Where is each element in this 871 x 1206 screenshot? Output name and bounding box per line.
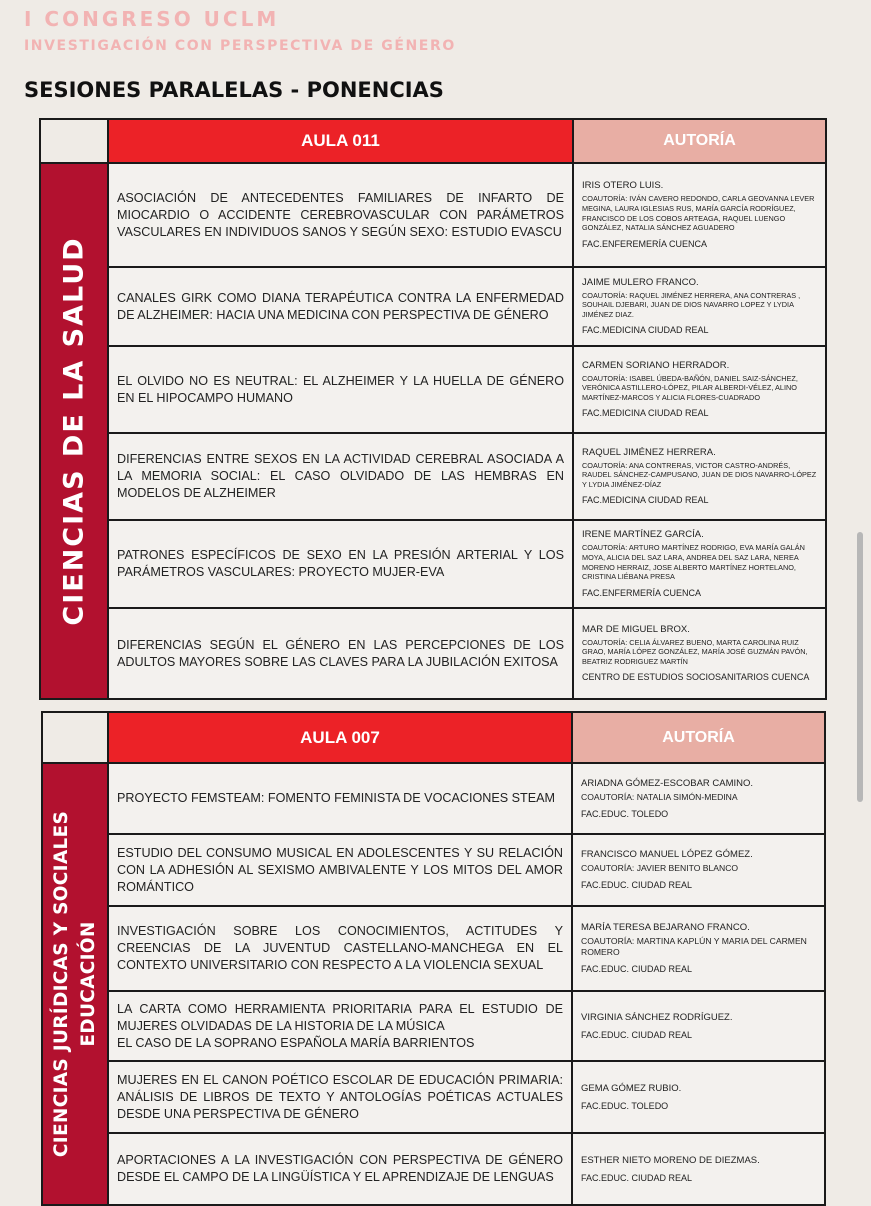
author-name: FRANCISCO MANUEL LÓPEZ GÓMEZ. (581, 849, 753, 860)
coauthors: COAUTORÍA: ANA CONTRERAS, VICTOR CASTRO-ANDRÉS, RAUDEL SÁNCHEZ-CAMPUSANO, JUAN DE DIOS NAVARRO-LÓPEZ Y LYDIA JIMÉNEZ-DÍAZ (582, 460, 817, 489)
author-name: RAQUEL JIMÉNEZ HERRERA. (582, 446, 716, 458)
author-name: ARIADNA GÓMEZ-ESCOBAR CAMINO. (581, 777, 754, 789)
paper-authorship (572, 1061, 825, 1133)
faculty: CENTRO DE ESTUDIOS SOCIOSANITARIOS CUENCA (582, 672, 810, 683)
paper-title: MUJERES EN EL CANON POÉTICO ESCOLAR DE EDUCACIÓN PRIMARIA: ANÁLISIS DE LIBROS DE TEXTO Y ANTOLOGÍAS POÉTICAS ACTUALES DESDE UNA PERSPECTIVA DE GÉNERO (108, 1061, 572, 1133)
authorship-header: AUTORÍA (572, 712, 825, 763)
congress-title: I CONGRESO UCLM (24, 7, 280, 31)
paper-authorship (572, 991, 825, 1061)
paper-authorship (573, 433, 826, 520)
coauthors: COAUTORÍA: IVÁN CAVERO REDONDO, CARLA GEOVANNA LEVER MEGINA, LAURA IGLESIAS RUS, MARÍA GARCÍA RODRÍGUEZ, FRANCISCO DE LOS COBOS ARTEAGA, RAQUEL LUENGO GONZÁLEZ, NATALIA SÁNCHEZ AGUADERO (582, 194, 815, 233)
area-label-line: CIENCIAS JURÍDICAS Y SOCIALES (51, 810, 72, 1158)
coauthors: COAUTORÍA: JAVIER BENITO BLANCO (581, 863, 739, 873)
table-corner (42, 712, 108, 763)
faculty: FAC.ENFERMERÍA CUENCA (582, 587, 702, 598)
author-name: VIRGINIA SÁNCHEZ RODRÍGUEZ. (581, 1011, 733, 1023)
faculty: FAC.MEDICINA CIUDAD REAL (582, 408, 709, 419)
coauthors: COAUTORÍA: NATALIA SIMÓN-MEDINA (581, 791, 738, 802)
paper-title: CANALES GIRK COMO DIANA TERAPÉUTICA CONTRA LA ENFERMEDAD DE ALZHEIMER: HACIA UNA MEDICINA CON PERSPECTIVA DE GÉNERO (108, 267, 573, 346)
paper-authorship (573, 346, 826, 433)
room-header: AULA 011 (108, 119, 573, 163)
paper-title: APORTACIONES A LA INVESTIGACIÓN CON PERSPECTIVA DE GÉNERO DESDE EL CAMPO DE LA LINGÜÍSTICA Y EL APRENDIZAJE DE LENGUAS (108, 1133, 572, 1205)
authorship-header: AUTORÍA (573, 119, 826, 163)
paper-authorship (572, 1133, 825, 1205)
faculty: FAC.EDUC. CIUDAD REAL (581, 880, 693, 890)
faculty: FAC.EDUC. CIUDAD REAL (581, 1172, 693, 1183)
page-title: SESIONES PARALELAS - PONENCIAS (24, 78, 444, 102)
paper-title: PATRONES ESPECÍFICOS DE SEXO EN LA PRESIÓN ARTERIAL Y LOS PARÁMETROS VASCULARES: PROYECTO MUJER-EVA (108, 520, 573, 608)
coauthors: COAUTORÍA: RAQUEL JIMÉNEZ HERRERA, ANA CONTRERAS , SOUHAIL DJEBARI, JUAN DE DIOS NAVARRO LOPEZ Y LYDIA JIMÉNEZ DIAZ. (582, 290, 801, 319)
paper-title-line: LA CARTA COMO HERRAMIENTA PRIORITARIA PARA EL ESTUDIO DE MUJERES OLVIDADAS DE LA HISTORIA DE LA MÚSICA (117, 1001, 563, 1033)
coauthors: COAUTORÍA: CELIA ÁLVAREZ BUENO, MARTA CAROLINA RUIZ GRAO, MARÍA LÓPEZ GONZÁLEZ, MARÍA JOSÉ GUZMÁN PAVÓN, BEATRIZ RODRIGUEZ MARTÍN (582, 637, 808, 666)
paper-title: DIFERENCIAS SEGÚN EL GÉNERO EN LAS PERCEPCIONES DE LOS ADULTOS MAYORES SOBRE LAS CLAVES PARA LA JUBILACIÓN EXITOSA (108, 608, 573, 699)
paper-authorship (573, 608, 826, 699)
paper-title: PROYECTO FEMSTEAM: FOMENTO FEMINISTA DE VOCACIONES STEAM (108, 763, 572, 834)
sessions-table-aula-011 (39, 118, 827, 700)
paper-title-line: EL CASO DE LA SOPRANO ESPAÑOLA MARÍA BARRIENTOS (117, 1035, 475, 1050)
paper-title: EL OLVIDO NO ES NEUTRAL: EL ALZHEIMER Y LA HUELLA DE GÉNERO EN EL HIPOCAMPO HUMANO (108, 346, 573, 433)
paper-authorship (573, 520, 826, 608)
author-name: MAR DE MIGUEL BROX. (582, 623, 690, 635)
author-name: JAIME MULERO FRANCO. (582, 276, 699, 288)
author-name: MARÍA TERESA BEJARANO FRANCO. (581, 922, 750, 933)
paper-authorship (573, 163, 826, 267)
scrollbar-thumb[interactable] (857, 532, 863, 802)
author-name: IRENE MARTÍNEZ GARCÍA. (582, 529, 704, 541)
author-name: GEMA GÓMEZ RUBIO. (581, 1082, 682, 1094)
faculty: FAC.MEDICINA CIUDAD REAL (582, 495, 709, 506)
area-label-text: CIENCIAS DE LA SALUD (58, 236, 90, 626)
table-corner (40, 119, 108, 163)
faculty: FAC.ENFEREMERÍA CUENCA (582, 238, 708, 249)
faculty: FAC.EDUC. CIUDAD REAL (581, 1029, 693, 1040)
author-name: CARMEN SORIANO HERRADOR. (582, 359, 730, 371)
area-label (40, 163, 108, 699)
paper-title (108, 991, 572, 1061)
coauthors: COAUTORÍA: ARTURO MARTÍNEZ RODRIGO, EVA MARÍA GALÁN MOYA, ALICIA DEL SAZ LARA, ANDREA DEL SAZ LARA, NEREA MORENO HERRAIZ, JOSE ALBERTO MARTÍNEZ HORTELANO, CRISTINA LIÉBANA PRESA (582, 543, 805, 582)
area-label (42, 763, 108, 1205)
faculty: FAC.EDUC. CIUDAD REAL (581, 964, 693, 974)
faculty: FAC.MEDICINA CIUDAD REAL (582, 325, 709, 336)
faculty: FAC.EDUC. TOLEDO (581, 1100, 669, 1111)
faculty: FAC.EDUC. TOLEDO (581, 808, 669, 819)
paper-authorship (572, 906, 825, 991)
paper-authorship (573, 267, 826, 346)
coauthors: COAUTORÍA: MARTINA KAPLÚN Y MARIA DEL CARMEN ROMERO (581, 936, 807, 957)
sessions-table-aula-007 (41, 711, 826, 1206)
author-name: ESTHER NIETO MORENO DE DIEZMAS. (581, 1154, 760, 1166)
paper-title: DIFERENCIAS ENTRE SEXOS EN LA ACTIVIDAD CEREBRAL ASOCIADA A LA MEMORIA SOCIAL: EL CASO OLVIDADO DE LAS HEMBRAS EN MODELOS DE ALZHEIMER (108, 433, 573, 520)
paper-authorship (572, 763, 825, 834)
paper-title: ESTUDIO DEL CONSUMO MUSICAL EN ADOLESCENTES Y SU RELACIÓN CON LA ADHESIÓN AL SEXISMO AMBIVALENTE Y LOS MITOS DEL AMOR ROMÁNTICO (108, 834, 572, 906)
coauthors: COAUTORÍA: ISABEL ÚBEDA-BAÑÓN, DANIEL SAIZ-SÁNCHEZ, VERÓNICA ASTILLERO-LÓPEZ, PILAR ALBERDI-VÉLEZ, ALINO MARTÍNEZ-MARCOS Y ALICIA FLORES-CUADRADO (582, 373, 798, 402)
congress-subtitle: INVESTIGACIÓN CON PERSPECTIVA DE GÉNERO (24, 38, 456, 54)
room-header: AULA 007 (108, 712, 572, 763)
paper-title: INVESTIGACIÓN SOBRE LOS CONOCIMIENTOS, ACTITUDES Y CREENCIAS DE LA JUVENTUD CASTELLANO-MANCHEGA EN EL CONTEXTO UNIVERSITARIO CON RESPECTO A LA VIOLENCIA SEXUAL (108, 906, 572, 991)
area-label-line: EDUCACIÓN (78, 921, 99, 1047)
paper-title: ASOCIACIÓN DE ANTECEDENTES FAMILIARES DE INFARTO DE MIOCARDIO O ACCIDENTE CEREBROVASCULAR CON PARÁMETROS VASCULARES EN INDIVIDUOS SANOS Y SEGÚN SEXO: ESTUDIO EVASCU (108, 163, 573, 267)
area-label-text (48, 811, 102, 1157)
author-name: IRIS OTERO LUIS. (582, 180, 664, 192)
paper-authorship (572, 834, 825, 906)
